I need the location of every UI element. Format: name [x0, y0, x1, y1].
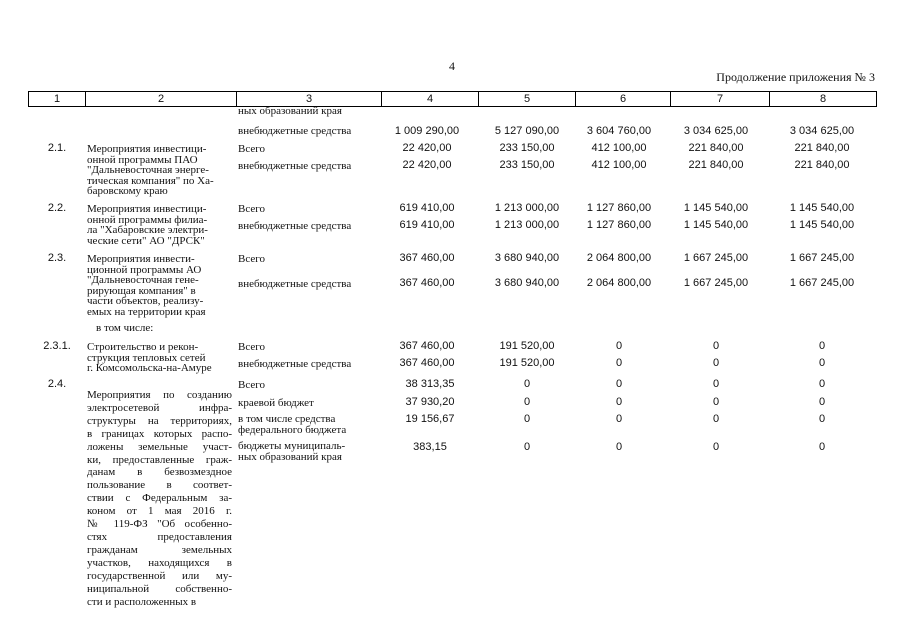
carryover-source: внебюджетные средства	[238, 125, 352, 137]
value-cell: 0	[818, 413, 826, 425]
value-cell: 1 145 540,00	[789, 219, 855, 231]
value-cell: 1 213 000,00	[494, 219, 560, 231]
value-cell: 221 840,00	[688, 142, 744, 154]
value-cell: 0	[712, 340, 720, 352]
value-cell: 0	[818, 357, 826, 369]
value-cell: 367 460,00	[399, 340, 455, 352]
row-description-2-4: Мероприятия по созданию электросетевой инфра- структуры на территориях, в границах которых распо- ложены земельные участ- ки, предоставленные граж- данам в безвозмездное пользование в соответ- ствии с Федеральным за- коном от 1 мая 2016 г. № 119-ФЗ "Об особенно- стях предоставления гражданам земельных участков, находящихся в государственной или му- ниципальной собственно- сти и расположенных в	[87, 389, 232, 608]
source-label: в том числе средства федерального бюджета	[238, 413, 347, 436]
col-header-8: 8	[819, 93, 827, 105]
value-cell: 3 680 940,00	[494, 277, 560, 289]
value-cell: 1 145 540,00	[789, 202, 855, 214]
source-label: внебюджетные средства	[238, 358, 352, 370]
carryover-source-tail: ных образований края	[238, 105, 342, 117]
value-cell: 2 064 800,00	[586, 252, 652, 264]
source-label: краевой бюджет	[238, 397, 314, 409]
row-description-2-1: Мероприятия инвестици- онной программы ПАО "Дальневосточная энерге- тическая компания" по Ха- баровскому краю	[87, 143, 214, 198]
col-header-6: 6	[619, 93, 627, 105]
value-cell: 0	[712, 413, 720, 425]
source-label: Всего	[238, 341, 265, 353]
value-cell: 1 127 860,00	[586, 202, 652, 214]
value-cell: 0	[523, 413, 531, 425]
col-header-1: 1	[53, 93, 61, 105]
value-cell: 1 127 860,00	[586, 219, 652, 231]
value-cell: 221 840,00	[794, 142, 850, 154]
value-cell: 1 667 245,00	[683, 252, 749, 264]
row-number-2-2: 2.2.	[47, 202, 67, 214]
carryover-val-5: 5 127 090,00	[494, 125, 560, 137]
value-cell: 0	[712, 396, 720, 408]
value-cell: 191 520,00	[499, 357, 555, 369]
source-label: внебюджетные средства	[238, 160, 352, 172]
value-cell: 0	[615, 441, 623, 453]
value-cell: 233 150,00	[499, 142, 555, 154]
value-cell: 0	[523, 441, 531, 453]
value-cell: 3 680 940,00	[494, 252, 560, 264]
value-cell: 412 100,00	[591, 159, 647, 171]
value-cell: 1 145 540,00	[683, 202, 749, 214]
value-cell: 0	[712, 357, 720, 369]
carryover-val-7: 3 034 625,00	[683, 125, 749, 137]
value-cell: 367 460,00	[399, 357, 455, 369]
source-label: внебюджетные средства	[238, 278, 352, 290]
value-cell: 367 460,00	[399, 277, 455, 289]
row-description-2-3-1: Строительство и рекон- струкция тепловых сетей г. Комсомольска-на-Амуре	[87, 341, 212, 375]
source-label: бюджеты муниципаль- ных образований края	[238, 440, 346, 463]
row-number-2-4: 2.4.	[47, 378, 67, 390]
value-cell: 0	[523, 378, 531, 390]
value-cell: 367 460,00	[399, 252, 455, 264]
value-cell: 38 313,35	[405, 378, 455, 390]
value-cell: 37 930,20	[405, 396, 455, 408]
value-cell: 619 410,00	[399, 202, 455, 214]
col-header-2: 2	[157, 93, 165, 105]
value-cell: 221 840,00	[794, 159, 850, 171]
value-cell: 0	[523, 396, 531, 408]
page-number: 4	[449, 59, 455, 73]
value-cell: 619 410,00	[399, 219, 455, 231]
value-cell: 0	[818, 441, 826, 453]
value-cell: 221 840,00	[688, 159, 744, 171]
carryover-val-6: 3 604 760,00	[586, 125, 652, 137]
value-cell: 1 667 245,00	[789, 277, 855, 289]
col-header-5: 5	[523, 93, 531, 105]
value-cell: 19 156,67	[405, 413, 455, 425]
carryover-val-8: 3 034 625,00	[789, 125, 855, 137]
value-cell: 233 150,00	[499, 159, 555, 171]
col-header-4: 4	[426, 93, 434, 105]
value-cell: 0	[818, 396, 826, 408]
value-cell: 0	[615, 413, 623, 425]
value-cell: 0	[615, 357, 623, 369]
value-cell: 0	[712, 441, 720, 453]
row-number-2-3: 2.3.	[47, 252, 67, 264]
value-cell: 383,15	[413, 441, 447, 453]
value-cell: 1 145 540,00	[683, 219, 749, 231]
source-label: Всего	[238, 203, 265, 215]
value-cell: 22 420,00	[402, 142, 452, 154]
continuation-label: Продолжение приложения № 3	[716, 70, 875, 84]
value-cell: 22 420,00	[402, 159, 452, 171]
value-cell: 1 213 000,00	[494, 202, 560, 214]
value-cell: 0	[712, 378, 720, 390]
value-cell: 0	[615, 396, 623, 408]
value-cell: 191 520,00	[499, 340, 555, 352]
source-label: внебюджетные средства	[238, 220, 352, 232]
value-cell: 2 064 800,00	[586, 277, 652, 289]
carryover-val-4: 1 009 290,00	[394, 125, 460, 137]
row-description-2-2: Мероприятия инвестици- онной программы филиа- ла "Хабаровские электри- ческие сети" АО "ДРСК"	[87, 203, 208, 247]
source-label: Всего	[238, 379, 265, 391]
value-cell: 1 667 245,00	[683, 277, 749, 289]
value-cell: 0	[818, 340, 826, 352]
source-label: Всего	[238, 253, 265, 265]
value-cell: 412 100,00	[591, 142, 647, 154]
value-cell: 0	[615, 340, 623, 352]
row-number-2-1: 2.1.	[47, 142, 67, 154]
including-label: в том числе:	[96, 322, 154, 334]
value-cell: 0	[818, 378, 826, 390]
table-header	[28, 91, 877, 107]
col-header-7: 7	[716, 93, 724, 105]
source-label: Всего	[238, 143, 265, 155]
value-cell: 0	[615, 378, 623, 390]
value-cell: 1 667 245,00	[789, 252, 855, 264]
row-number-2-3-1: 2.3.1.	[43, 340, 71, 352]
col-header-3: 3	[305, 93, 313, 105]
row-description-2-3: Мероприятия инвести- ционной программы АО "Дальневосточная гене- рирующая компания" в части объектов, реализу- емых на территории края	[87, 253, 206, 318]
